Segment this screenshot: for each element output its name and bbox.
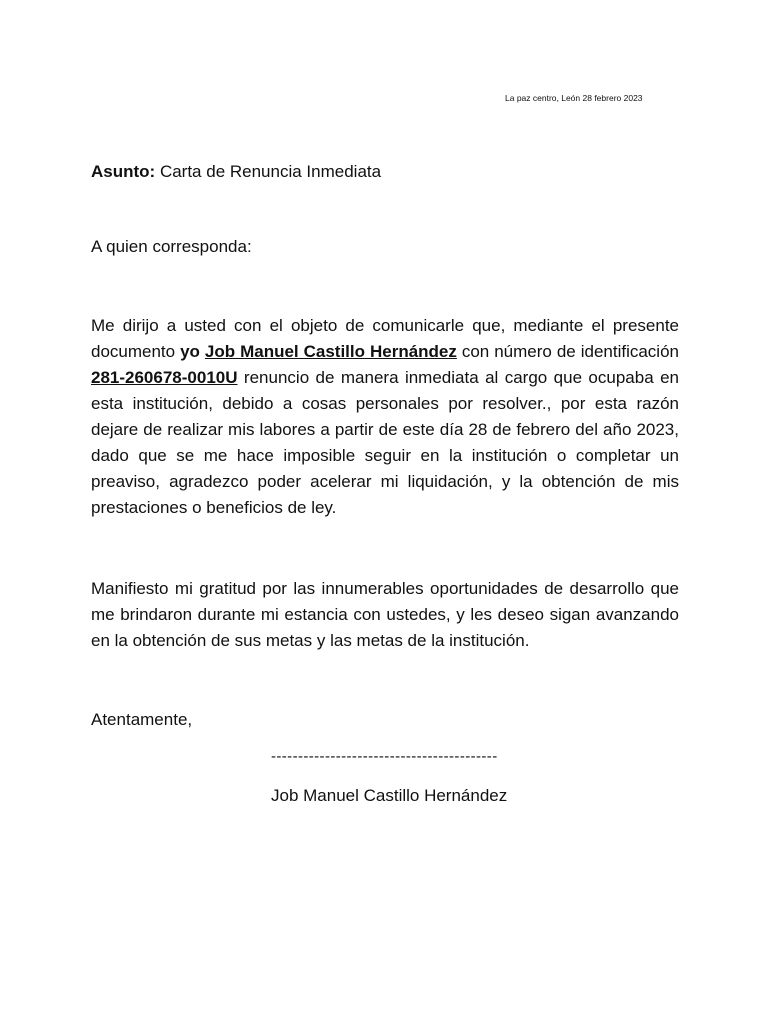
subject-label: Asunto: <box>91 162 156 181</box>
resigner-name: Job Manuel Castillo Hernández <box>204 342 457 361</box>
body-paragraph-2: Manifiesto mi gratitud por las innumerables oportunidades de desarrollo que me brindaron durante mi estancia con ustedes, y les deseo sigan avanzando en la obtención de sus metas y las metas de la institución. <box>91 579 679 650</box>
letter-date: La paz centro, León 28 febrero 2023 <box>505 93 643 103</box>
paragraph-1-text-c: renuncio de manera inmediata al cargo que ocupaba en esta institución, debido a cosas personales por resolver., por esta razón dejare de realizar mis labores a partir de este día 28 de febrero del año 2023, dado que se me hace imposible seguir en la institución o completar un preaviso, agradezco poder acelerar mi liquidación, y la obtención de mis prestaciones o beneficios de ley. <box>91 368 679 517</box>
signature-name: Job Manuel Castillo Hernández <box>271 786 508 805</box>
body-paragraph-1 <box>91 313 679 521</box>
subject-text: Carta de Renuncia Inmediata <box>155 162 382 181</box>
letter-closing: Atentamente, <box>91 710 193 729</box>
paragraph-1-yo: yo <box>180 342 200 361</box>
signature-line: ------------------------------------------ <box>271 748 498 765</box>
paragraph-1-text-b: con número de identificación <box>456 342 679 361</box>
identification-number: 281-260678-0010U <box>91 368 238 387</box>
letter-subject <box>91 162 381 182</box>
letter-greeting: A quien corresponda: <box>91 237 252 256</box>
paragraph-1-text-a: Me dirijo a usted con el objeto de comunicarle que, mediante el presente documento <box>91 316 679 361</box>
